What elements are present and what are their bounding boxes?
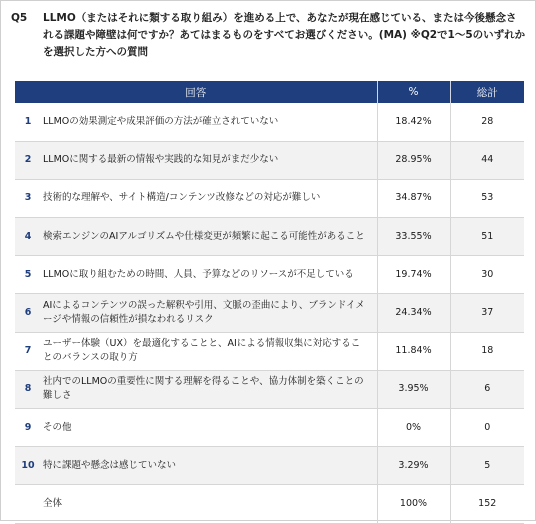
- table-row: [15, 332, 524, 370]
- row-total: 6: [450, 370, 524, 408]
- total-percent: 100%: [377, 485, 450, 523]
- question-header: [11, 10, 527, 61]
- row-index: 8: [15, 370, 39, 408]
- row-answer: LLMOに関する最新の情報や実践的な知見がまだ少ない: [39, 141, 377, 179]
- row-index: 10: [15, 447, 39, 485]
- row-index: 6: [15, 294, 39, 332]
- question-text: LLMO（またはそれに類する取り組み）を進める上で、あなたが現在感じている、または今後懸念される課題や障壁は何ですか？あてはまるものをすべてお選びください。(MA) ※Q2で1〜5のいずれかを選択した方への質問: [43, 12, 526, 58]
- results-table: [15, 81, 524, 524]
- row-index: 3: [15, 179, 39, 217]
- row-total: 37: [450, 294, 524, 332]
- row-answer: 技術的な理解や、サイト構造/コンテンツ改修などの対応が難しい: [39, 179, 377, 217]
- row-total: 18: [450, 332, 524, 370]
- row-percent: 3.95%: [377, 370, 450, 408]
- row-total: 51: [450, 218, 524, 256]
- row-index: 9: [15, 409, 39, 447]
- row-answer: AIによるコンテンツの誤った解釈や引用、文脈の歪曲により、ブランドイメージや情報の信頼性が損なわれるリスク: [39, 294, 377, 332]
- header-answer: 回答: [15, 81, 377, 103]
- row-total: 0: [450, 409, 524, 447]
- row-index: 2: [15, 141, 39, 179]
- table-row: [15, 294, 524, 332]
- row-index: 4: [15, 218, 39, 256]
- header-total: 総計: [450, 81, 524, 103]
- table-row: [15, 256, 524, 294]
- table-header-row: [15, 81, 524, 103]
- row-percent: 11.84%: [377, 332, 450, 370]
- row-answer: その他: [39, 409, 377, 447]
- row-answer: 特に課題や懸念は感じていない: [39, 447, 377, 485]
- row-percent: 0%: [377, 409, 450, 447]
- row-index: 7: [15, 332, 39, 370]
- row-answer: LLMOの効果測定や成果評価の方法が確立されていない: [39, 103, 377, 141]
- total-count: 152: [450, 485, 524, 523]
- row-percent: 19.74%: [377, 256, 450, 294]
- table-row: [15, 218, 524, 256]
- row-percent: 33.55%: [377, 218, 450, 256]
- row-answer: 社内でのLLMOの重要性に関する理解を得ることや、協力体制を築くことの難しさ: [39, 370, 377, 408]
- row-percent: 28.95%: [377, 141, 450, 179]
- table-row: [15, 370, 524, 408]
- header-percent: %: [377, 81, 450, 103]
- table-row: [15, 447, 524, 485]
- row-total: 53: [450, 179, 524, 217]
- row-percent: 18.42%: [377, 103, 450, 141]
- row-index: 1: [15, 103, 39, 141]
- row-total: 44: [450, 141, 524, 179]
- table-row: [15, 141, 524, 179]
- question-number: Q5: [11, 12, 28, 24]
- table-row: [15, 179, 524, 217]
- row-total: 28: [450, 103, 524, 141]
- table-row: [15, 103, 524, 141]
- row-total: 5: [450, 447, 524, 485]
- row-answer: ユーザー体験（UX）を最適化することと、AIによる情報収集に対応することのバランスの取り方: [39, 332, 377, 370]
- row-answer: 検索エンジンのAIアルゴリズムや仕様変更が頻繁に起こる可能性があること: [39, 218, 377, 256]
- row-percent: 3.29%: [377, 447, 450, 485]
- row-percent: 34.87%: [377, 179, 450, 217]
- table-total-row: [15, 485, 524, 523]
- row-percent: 24.34%: [377, 294, 450, 332]
- row-index: 5: [15, 256, 39, 294]
- row-answer: LLMOに取り組むための時間、人員、予算などのリソースが不足している: [39, 256, 377, 294]
- row-index: [15, 485, 39, 523]
- table-row: [15, 409, 524, 447]
- row-total: 30: [450, 256, 524, 294]
- total-label: 全体: [39, 485, 377, 523]
